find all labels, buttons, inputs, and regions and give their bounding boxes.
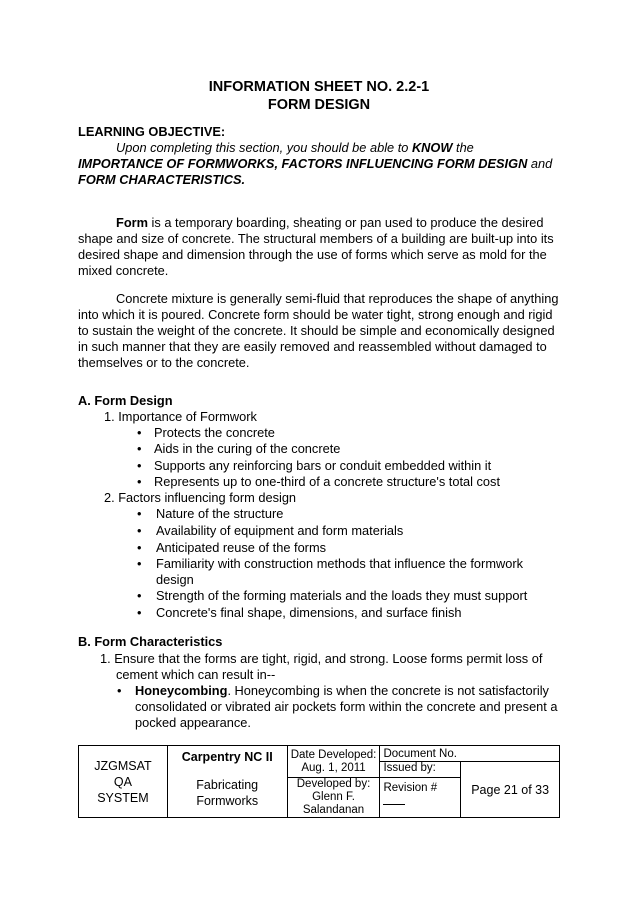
bullet-icon: • [137, 605, 142, 620]
revision-cell: Revision # [380, 778, 461, 818]
bullet-icon: • [137, 441, 142, 456]
learning-objective-emphasis: IMPORTANCE OF FORMWORKS, FACTORS INFLUENCING FORM DESIGN and [78, 156, 553, 171]
bullet-icon: • [137, 474, 142, 489]
issued-by-cell: Issued by: [380, 762, 461, 778]
list-item: Strength of the forming materials and the loads they must support [156, 588, 528, 603]
list-item: Represents up to one-third of a concrete structure's total cost [154, 474, 501, 489]
bullet-icon: • [137, 458, 142, 473]
list-item: Anticipated reuse of the forms [156, 540, 327, 555]
bullet-icon: • [137, 506, 142, 521]
bullet-icon: • [117, 683, 122, 698]
list-item: Aids in the curing of the concrete [154, 441, 341, 456]
learning-objective-intro: Upon completing this section, you should be able to KNOW the [116, 140, 474, 155]
document-no-cell: Document No. [380, 746, 560, 762]
bullet-icon: • [137, 523, 142, 538]
list-item: Concrete's final shape, dimensions, and surface finish [156, 605, 462, 620]
section-b-heading: B. Form Characteristics [78, 634, 223, 649]
list-item: Familiarity with construction methods that influence the formwork [156, 556, 523, 571]
para2-line1: Concrete mixture is generally semi-fluid that reproduces the shape of anything [116, 291, 559, 306]
course-name: Carpentry NC II [181, 750, 273, 764]
bullet-icon: • [137, 556, 142, 571]
section-b-item1-line1: 1. Ensure that the forms are tight, rigid, and strong. Loose forms permit loss of [100, 651, 543, 666]
para2-line5: themselves or to the concrete. [78, 355, 250, 370]
bullet-icon: • [137, 588, 142, 603]
learning-objective-emphasis2: FORM CHARACTERISTICS. [78, 172, 246, 187]
learning-objective-heading: LEARNING OBJECTIVE: [78, 124, 226, 139]
sheet-subtitle: FORM DESIGN [267, 97, 371, 113]
para2-line4: in such manner that they are easily removed and reassembled without damaged to [78, 339, 547, 354]
course-cell: Carpentry NC II Fabricating Formworks [167, 746, 287, 818]
section-a-heading: A. Form Design [78, 393, 173, 408]
para1-line4: mixed concrete. [78, 263, 169, 278]
document-footer-table [78, 745, 560, 818]
para1-line3: desired shape and dimension through the use of forms which serve as mold for the [78, 247, 547, 262]
para2-line3: to sustain the weight of the concrete. It should be simple and economically designed [78, 323, 555, 338]
list-item: Availability of equipment and form materials [156, 523, 404, 538]
list-item: Supports any reinforcing bars or conduit embedded within it [154, 458, 492, 473]
list-item-continuation: design [156, 572, 194, 587]
bullet-icon: • [137, 540, 142, 555]
honeycombing-line1: Honeycombing. Honeycombing is when the concrete is not satisfactorily [135, 683, 549, 698]
revision-underline [383, 795, 405, 805]
para2-line2: into which it is poured. Concrete form should be water tight, strong enough and rigid [78, 307, 553, 322]
org-cell: JZGMSAT QA SYSTEM [79, 746, 168, 818]
section-b-item1-line2: cement which can result in-- [116, 667, 276, 682]
section-a-item1: 1. Importance of Formwork [104, 409, 257, 424]
para1-line2: shape and size of concrete. The structural members of a building are built-up into its [78, 231, 554, 246]
honeycombing-line3: pocked appearance. [135, 715, 251, 730]
para1-line1: Form is a temporary boarding, sheating or pan used to produce the desired [116, 215, 544, 230]
bullet-icon: • [137, 425, 142, 440]
sheet-title: INFORMATION SHEET NO. 2.2-1 [208, 79, 430, 95]
list-item: Protects the concrete [154, 425, 275, 440]
page-number-cell: Page 21 of 33 [461, 762, 560, 818]
honeycombing-line2: consolidated or vibrated air pockets form within the concrete and present a [135, 699, 558, 714]
list-item: Nature of the structure [156, 506, 284, 521]
date-developed-cell: Date Developed: Aug. 1, 2011 [287, 746, 380, 778]
developed-by-cell: Developed by: Glenn F. Salandanan [287, 778, 380, 818]
section-a-item2: 2. Factors influencing form design [104, 490, 297, 505]
